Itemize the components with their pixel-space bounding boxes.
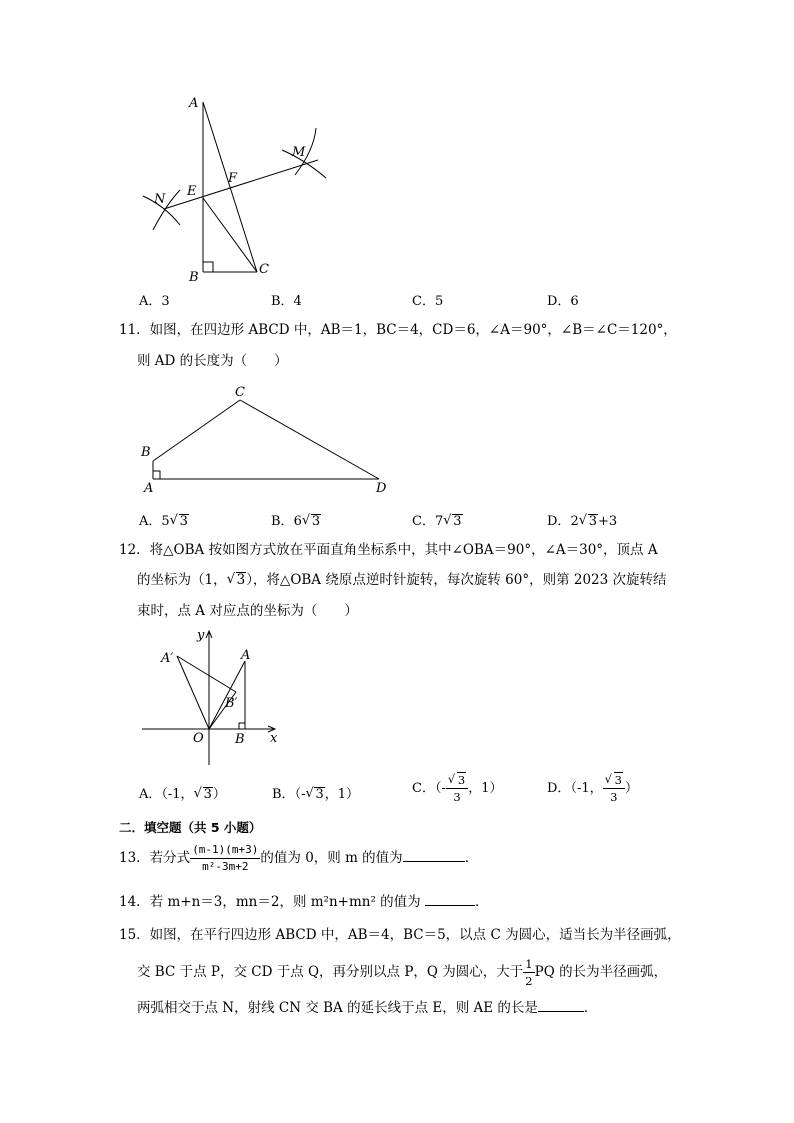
q15-line2-post: PQ 的长为半径画弧， [534, 964, 668, 980]
q11-option-c-rad: 3 [453, 514, 462, 529]
q15-line2-pre: 交 BC 于点 P，交 CD 于点 Q，再分别以点 P，Q 为圆心，大于 [137, 964, 524, 980]
q15-frac-num: 1 [525, 957, 533, 971]
q12-stem-line1: 12．将△OBA 按如图方式放在平面直角坐标系中，其中∠OBA＝90°，∠A＝30°，顶点 A [119, 542, 658, 558]
q11-option-b-coef: 6 [293, 514, 302, 529]
q12-label-o: O [193, 731, 204, 746]
q12-option-b-rad: 3 [315, 787, 324, 802]
q15-end: ． [583, 1000, 598, 1016]
q12-label-x: x [270, 731, 278, 746]
q14-end: ． [474, 894, 489, 910]
q11-stem-line1: 11．如图，在四边形 ABCD 中，AB＝1，BC＝4，CD＝6，∠A＝90°，∠B＝∠C＝120°， [119, 322, 677, 338]
q12-option-b-letter: B． [272, 787, 295, 802]
q12-option-c-post: ，1） [468, 781, 503, 796]
q15-frac-den: 2 [525, 974, 533, 988]
q13-end: ． [464, 850, 479, 866]
q11-option-c-letter: C． [412, 514, 435, 529]
q12-option-c-pre: （- [434, 781, 446, 796]
q12-option-c-num: 3 [457, 773, 466, 787]
q12-stem-line2-pre: 的坐标为（1， [137, 572, 227, 588]
q12-option-c[interactable] [412, 772, 502, 805]
q13-fraction [190, 842, 260, 875]
q12-option-d-pre: （-1， [570, 781, 603, 796]
q10-option-c[interactable]: C．5 [412, 294, 444, 309]
q11-option-d-letter: D． [547, 514, 571, 529]
q10-option-a[interactable]: A．3 [139, 294, 170, 309]
q10-label-c: C [259, 262, 269, 277]
q10-option-b[interactable]: B．4 [271, 294, 302, 309]
q12-option-a-pre: （-1， [161, 787, 194, 802]
sqrt-symbol [448, 772, 466, 788]
q11-option-a-letter: A． [139, 514, 162, 529]
q12-option-c-letter: C． [412, 781, 435, 796]
q11-option-d-tail: +3 [598, 514, 618, 529]
q12-label-a1: A′ [161, 651, 174, 666]
q12-segment-oa1 [177, 656, 209, 729]
q11-option-d-rad: 3 [588, 514, 597, 529]
q11-option-b-rad: 3 [311, 514, 321, 529]
q12-stem-line2-rad: 3 [236, 572, 246, 588]
q12-stem-line3: 束时，点 A 对应点的坐标为（ ） [137, 603, 358, 619]
q10-label-m: M [292, 145, 306, 160]
q12-option-d[interactable] [547, 772, 638, 805]
q12-right-angle-mark [239, 723, 245, 729]
q13-post: 的值为 0，则 m 的值为 [260, 850, 403, 866]
q15-stem-line3 [137, 998, 597, 1018]
q14-stem [119, 892, 488, 912]
q15-fraction [523, 956, 534, 989]
sqrt-symbol [305, 787, 324, 802]
q11-label-c: C [235, 385, 245, 400]
q13-numerator: (m-1)(m+3) [190, 842, 260, 859]
q12-option-d-fraction [603, 772, 625, 805]
q12-label-b: B [235, 732, 245, 747]
q11-option-c-coef: 7 [434, 514, 444, 529]
q11-label-d: D [376, 481, 387, 496]
q12-label-y: y [197, 628, 205, 643]
q12-option-b-pre: （- [294, 787, 306, 802]
q10-label-n: N [154, 192, 166, 207]
q11-option-a-coef: 5 [161, 514, 170, 529]
q11-option-b-letter: B． [271, 514, 294, 529]
section-2-title: 二．填空题（共 5 小题） [119, 820, 262, 835]
q14-answer-blank[interactable] [425, 893, 475, 906]
q13-pre: 13．若分式 [119, 850, 191, 866]
q12-option-d-letter: D． [547, 781, 571, 796]
q12-segment-a1b1 [177, 656, 236, 692]
q10-label-f: F [228, 171, 238, 186]
q15-stem-line2 [137, 956, 667, 989]
q15-stem-line1: 15．如图，在平行四边形 ABCD 中，AB＝4，BC＝5，以点 C 为圆心，适当长为半径画弧， [119, 927, 681, 943]
q11-stem-line2: 则 AD 的长度为（ ） [137, 353, 288, 369]
q11-label-a: A [144, 481, 154, 496]
q15-answer-blank[interactable] [538, 999, 584, 1012]
q12-option-d-num: 3 [614, 773, 622, 787]
q12-option-d-post: ） [624, 781, 638, 796]
q11-option-d-coef: 2 [570, 514, 579, 529]
q13-stem [119, 842, 478, 875]
q12-stem-line2-post: ），将△OBA 绕原点逆时针旋转，每次旋转 60°，则第 2023 次旋转结 [246, 572, 667, 588]
q12-option-b[interactable] [272, 783, 359, 802]
q12-option-a-letter: A． [139, 787, 162, 802]
sqrt-symbol [605, 772, 623, 788]
q10-label-e: E [187, 184, 197, 199]
q10-label-b: B [189, 270, 199, 285]
q12-label-a: A [241, 648, 251, 663]
q10-option-d[interactable]: D．6 [547, 294, 579, 309]
q12-option-a[interactable] [139, 783, 226, 802]
q12-option-d-den: 3 [610, 790, 618, 804]
q12-label-b1: B′ [225, 696, 238, 711]
q14-text: 14．若 m+n＝3，mn＝2，则 m²n+mn² 的值为 [119, 894, 421, 910]
q13-answer-blank[interactable] [403, 849, 465, 862]
q12-segment-oa [209, 661, 245, 729]
q11-option-a-rad: 3 [179, 514, 188, 529]
q10-label-a: A [189, 96, 199, 111]
q15-line3: 两弧相交于点 N，射线 CN 交 BA 的延长线于点 E，则 AE 的长是 [137, 1000, 538, 1016]
sqrt-symbol [194, 787, 213, 802]
q12-option-c-den: 3 [453, 790, 461, 804]
q11-label-b: B [141, 445, 151, 460]
q12-option-c-fraction [446, 772, 468, 805]
q13-denominator: m²-3m+2 [202, 860, 249, 873]
q12-option-b-post: ，1） [324, 787, 360, 802]
q12-option-a-post: ） [212, 787, 226, 802]
q12-option-a-rad: 3 [203, 787, 212, 802]
